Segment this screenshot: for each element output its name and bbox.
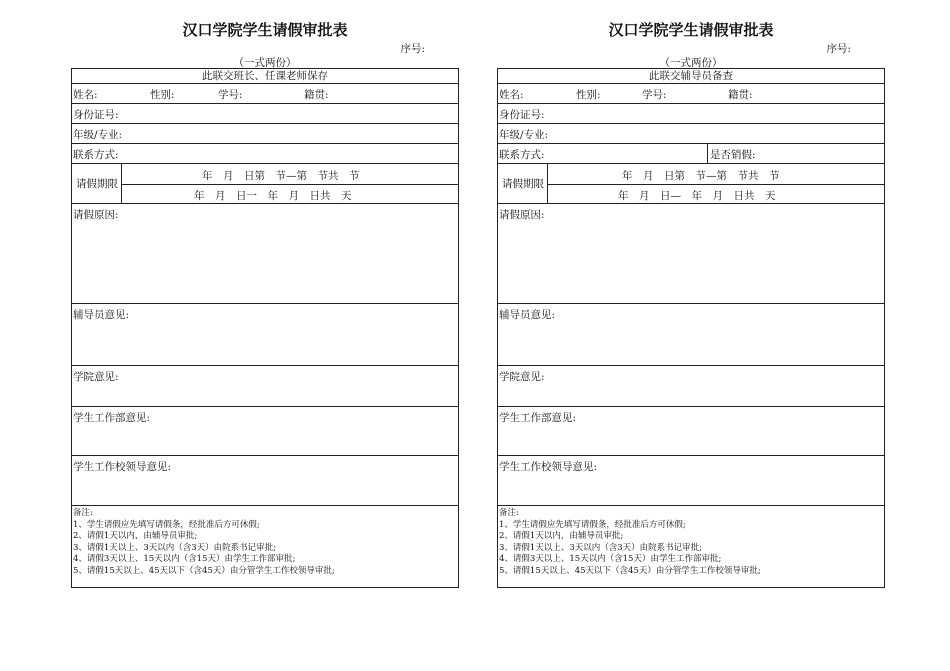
leader-row[interactable] <box>498 455 884 505</box>
leader-label: 学生工作校领导意见: <box>73 461 172 473</box>
reason-row[interactable] <box>498 203 884 303</box>
basic-info-row[interactable] <box>498 83 884 103</box>
period-split <box>547 184 884 185</box>
student-no-label: 学号: <box>218 89 243 101</box>
student-no-label: 学号: <box>642 89 667 101</box>
contact-label: 联系方式: <box>73 149 119 161</box>
period-line-2: 年 月 日— 年 月 日共 天 <box>618 190 776 202</box>
name-label: 姓名: <box>73 89 98 101</box>
college-label: 学院意见: <box>73 371 119 383</box>
contact-divider <box>707 144 708 163</box>
reason-row[interactable] <box>72 203 458 303</box>
note-item: 5、请假15天以上、45天以下（含45天）由分管学生工作校领导审批; <box>499 565 761 576</box>
college-row[interactable] <box>72 365 458 406</box>
copy-header: 此联交班长、任课老师保存 <box>202 70 328 82</box>
copy-header-row <box>498 69 884 83</box>
note-item: 3、请假1天以上、3天以内（含3天）由院系书记审批; <box>73 542 276 553</box>
grade-major-label: 年级/专业: <box>73 129 123 141</box>
basic-info-row[interactable] <box>72 83 458 103</box>
affairs-row[interactable] <box>498 406 884 455</box>
reason-label: 请假原因: <box>499 209 545 221</box>
name-label: 姓名: <box>499 89 524 101</box>
leave-form-left <box>71 18 459 588</box>
leader-label: 学生工作校领导意见: <box>499 461 598 473</box>
period-line-1: 年 月 日第 节—第 节共 节 <box>202 170 360 182</box>
gender-label: 性别: <box>150 89 175 101</box>
note-item: 2、请假1天以内，由辅导员审批; <box>73 531 198 542</box>
affairs-row[interactable] <box>72 406 458 455</box>
note-item: 1、学生请假应先填写请假条，经批准后方可休假; <box>73 519 260 530</box>
affairs-label: 学生工作部意见: <box>499 412 577 424</box>
cancelled-leave-label: 是否销假: <box>710 149 756 161</box>
leave-form-right <box>497 18 885 588</box>
grade-row[interactable] <box>72 123 458 143</box>
counselor-label: 辅导员意见: <box>73 309 130 321</box>
gender-label: 性别: <box>576 89 601 101</box>
period-line-1: 年 月 日第 节—第 节共 节 <box>622 170 780 182</box>
form-table <box>71 68 459 588</box>
period-line-2: 年 月 日一 年 月 日共 天 <box>194 190 352 202</box>
id-number-label: 身份证号: <box>73 109 119 121</box>
copy-header-row <box>72 69 458 83</box>
origin-label: 籍贯: <box>304 89 329 101</box>
contact-row[interactable] <box>498 143 884 163</box>
form-table <box>497 68 885 588</box>
copies-note: （一式两份） <box>233 57 297 69</box>
note-item: 2、请假1天以内，由辅导员审批; <box>499 531 624 542</box>
note-item: 4、请假3天以上、15天以内（含15天）由学生工作部审批; <box>73 554 296 565</box>
notes-title: 备注: <box>499 508 519 518</box>
copy-header: 此联交辅导员备查 <box>649 70 733 82</box>
college-row[interactable] <box>498 365 884 406</box>
affairs-label: 学生工作部意见: <box>73 412 151 424</box>
serial-number-label: 序号: <box>826 43 851 55</box>
college-label: 学院意见: <box>499 371 545 383</box>
leader-row[interactable] <box>72 455 458 505</box>
contact-row[interactable] <box>72 143 458 163</box>
grade-row[interactable] <box>498 123 884 143</box>
note-item: 5、请假15天以上、45天以下（含45天）由分管学生工作校领导审批; <box>73 565 335 576</box>
form-title: 汉口学院学生请假审批表 <box>182 21 348 39</box>
form-title: 汉口学院学生请假审批表 <box>608 21 774 39</box>
id-row[interactable] <box>72 103 458 123</box>
notes-row <box>72 505 458 587</box>
grade-major-label: 年级/专业: <box>499 129 549 141</box>
period-label: 请假期限 <box>502 178 544 190</box>
notes-row <box>498 505 884 587</box>
serial-number-label: 序号: <box>400 43 425 55</box>
counselor-row[interactable] <box>72 303 458 365</box>
counselor-label: 辅导员意见: <box>499 309 556 321</box>
period-split <box>121 184 458 185</box>
period-row[interactable] <box>72 163 458 203</box>
origin-label: 籍贯: <box>728 89 753 101</box>
note-item: 1、学生请假应先填写请假条，经批准后方可休假; <box>499 519 686 530</box>
id-row[interactable] <box>498 103 884 123</box>
note-item: 3、请假1天以上、3天以内（含3天）由院系书记审批; <box>499 542 702 553</box>
period-label: 请假期限 <box>76 178 118 190</box>
notes-title: 备注: <box>73 508 93 518</box>
counselor-row[interactable] <box>498 303 884 365</box>
period-row[interactable] <box>498 163 884 203</box>
reason-label: 请假原因: <box>73 209 119 221</box>
copies-note: （一式两份） <box>659 57 723 69</box>
contact-label: 联系方式: <box>499 149 545 161</box>
note-item: 4、请假3天以上、15天以内（含15天）由学生工作部审批; <box>499 554 722 565</box>
id-number-label: 身份证号: <box>499 109 545 121</box>
